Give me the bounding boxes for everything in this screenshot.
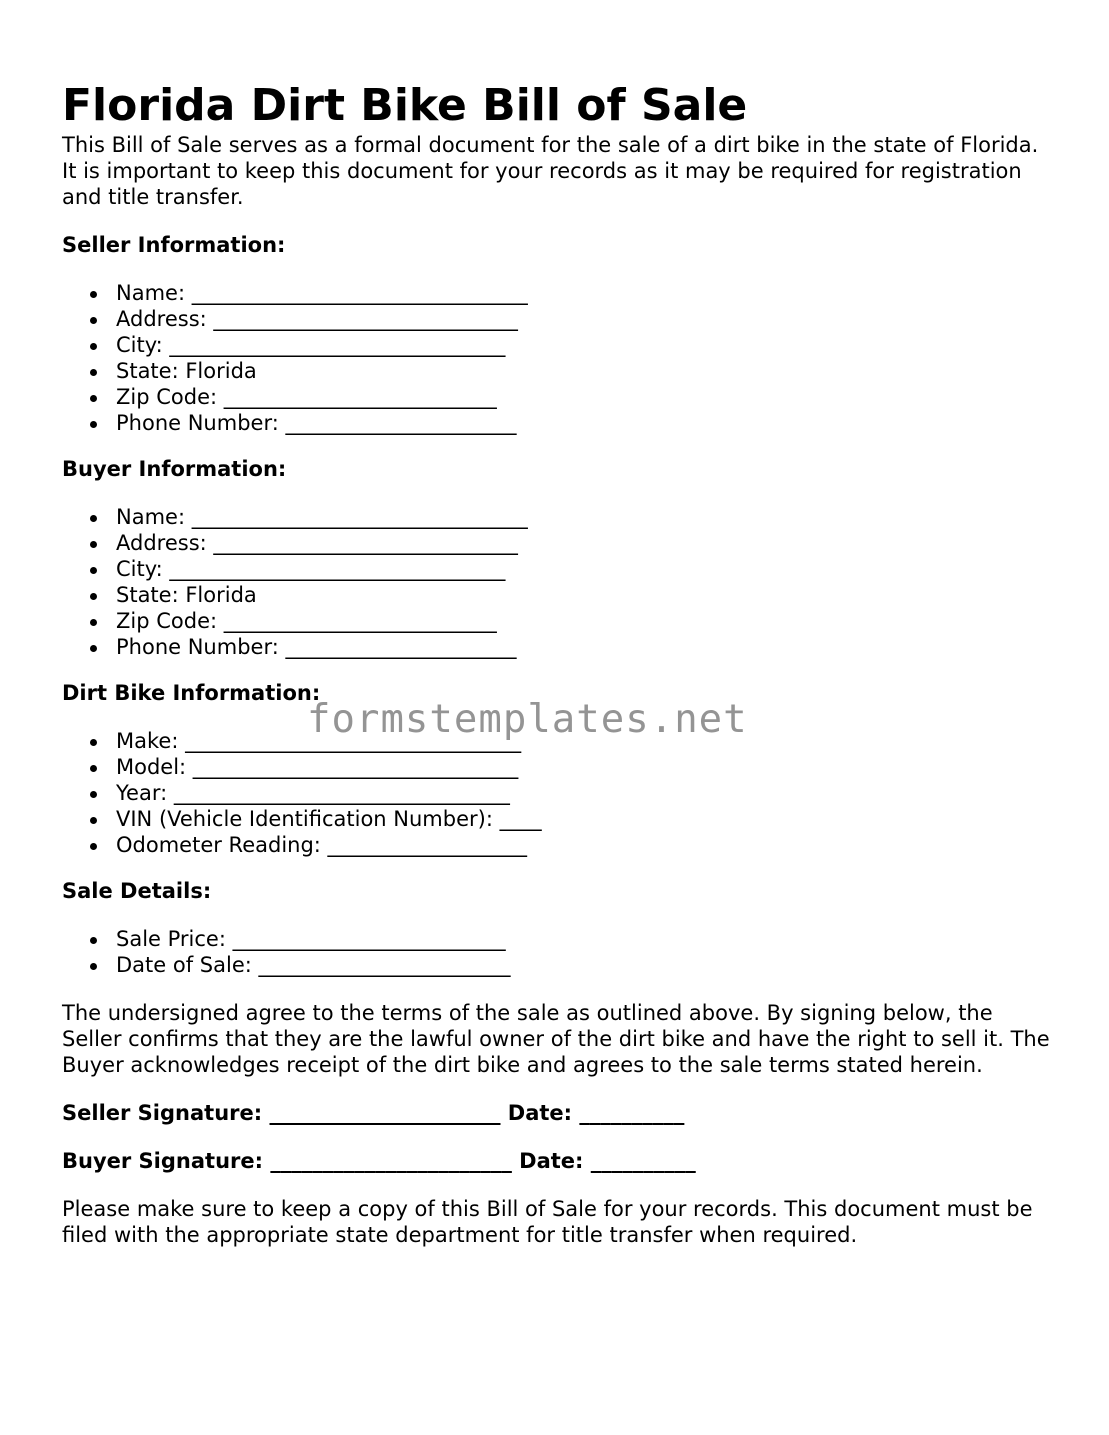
buyer-state-field: State: Florida bbox=[116, 582, 1052, 608]
bike-fields bbox=[62, 728, 1052, 858]
document-title: Florida Dirt Bike Bill of Sale bbox=[62, 80, 748, 131]
seller-name-field: Name: ________________________________ bbox=[116, 280, 1052, 306]
buyer-fields bbox=[62, 504, 1052, 660]
buyer-signature-line: Buyer Signature: _______________________ Date: __________ bbox=[62, 1149, 696, 1173]
bike-year-field: Year: ________________________________ bbox=[116, 780, 1052, 806]
watermark: formstemplates.net bbox=[307, 697, 748, 742]
intro-paragraph: This Bill of Sale serves as a formal document for the sale of a dirt bike in the state of Florida. It is important to keep this document for your records as it may be required for registration and title transfer. bbox=[62, 133, 1039, 209]
bike-model-field: Model: _______________________________ bbox=[116, 754, 1052, 780]
bike-odometer-field: Odometer Reading: ___________________ bbox=[116, 832, 1052, 858]
buyer-name-field: Name: ________________________________ bbox=[116, 504, 1052, 530]
seller-heading: Seller Information: bbox=[62, 233, 286, 257]
bike-make-field: Make: ________________________________ bbox=[116, 728, 1052, 754]
sale-fields bbox=[62, 926, 1052, 978]
buyer-heading: Buyer Information: bbox=[62, 457, 287, 481]
seller-fields bbox=[62, 280, 1052, 436]
buyer-phone-field: Phone Number: ______________________ bbox=[116, 634, 1052, 660]
buyer-city-field: City: ________________________________ bbox=[116, 556, 1052, 582]
seller-signature-line: Seller Signature: ______________________ Date: __________ bbox=[62, 1101, 685, 1125]
document-page bbox=[62, 0, 1052, 1248]
sale-price-field: Sale Price: __________________________ bbox=[116, 926, 1052, 952]
closing-paragraph: Please make sure to keep a copy of this Bill of Sale for your records. This document must be filed with the appropriate state department for title transfer when required. bbox=[62, 1197, 1033, 1247]
sale-heading: Sale Details: bbox=[62, 879, 212, 903]
agreement-paragraph: The undersigned agree to the terms of the sale as outlined above. By signing below, the Seller confirms that they are the lawful owner of the dirt bike and have the right to sell it. The Buyer acknowledges receipt of the dirt bike and agrees to the sale terms stated herein. bbox=[62, 1001, 1050, 1077]
seller-address-field: Address: _____________________________ bbox=[116, 306, 1052, 332]
buyer-zip-field: Zip Code: __________________________ bbox=[116, 608, 1052, 634]
buyer-address-field: Address: _____________________________ bbox=[116, 530, 1052, 556]
seller-phone-field: Phone Number: ______________________ bbox=[116, 410, 1052, 436]
sale-date-field: Date of Sale: ________________________ bbox=[116, 952, 1052, 978]
bike-vin-field: VIN (Vehicle Identification Number): ____ bbox=[116, 806, 1052, 832]
seller-state-field: State: Florida bbox=[116, 358, 1052, 384]
seller-zip-field: Zip Code: __________________________ bbox=[116, 384, 1052, 410]
seller-city-field: City: ________________________________ bbox=[116, 332, 1052, 358]
bike-heading: Dirt Bike Information: bbox=[62, 681, 321, 705]
